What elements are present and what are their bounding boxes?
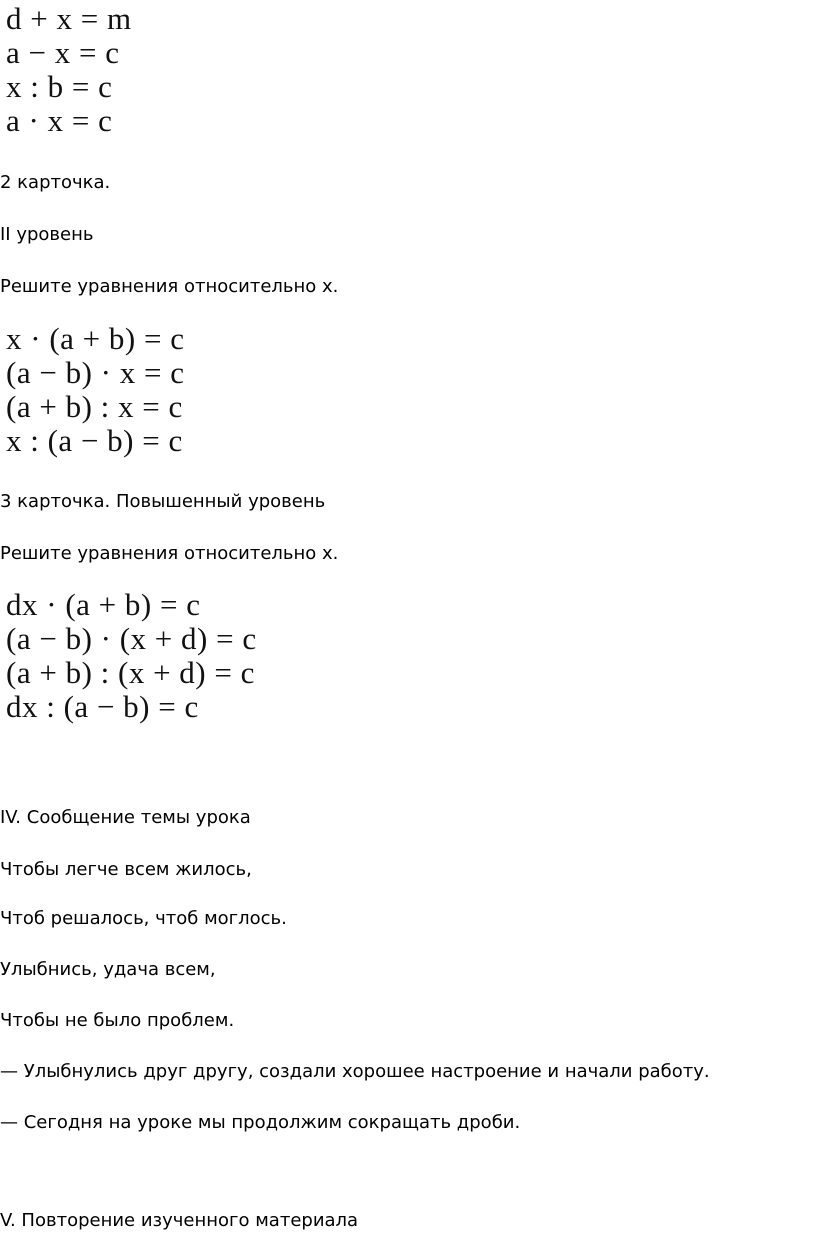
section-5-heading: V. Повторение изученного материала — [0, 1210, 359, 1231]
card-3-title: 3 карточка. Повышенный уровень — [0, 491, 326, 512]
equation-image-block-2 — [6, 322, 184, 458]
equation: dx · (a + b) = c — [6, 587, 201, 622]
equation: (a − b) · (x + d) = c — [6, 621, 257, 656]
poem-line: Улыбнись, удача всем, — [0, 959, 216, 980]
equation: (a − b) · x = c — [6, 355, 185, 390]
card-2-title: 2 карточка. — [0, 172, 111, 193]
equation: a · x = c — [6, 103, 113, 138]
card-2-level: II уровень — [0, 224, 94, 245]
equation: x : (a − b) = c — [6, 423, 183, 458]
dialogue-line: — Улыбнулись друг другу, создали хорошее настроение и начали работу. — [0, 1061, 710, 1082]
equation: (a + b) : x = c — [6, 389, 183, 424]
poem-line: Чтобы не было проблем. — [0, 1010, 235, 1031]
equation: dx : (a − b) = c — [6, 689, 199, 724]
equation-image-block-3 — [6, 588, 257, 724]
equation: d + x = m — [6, 1, 132, 36]
dialogue-line: — Сегодня на уроке мы продолжим сокращать дроби. — [0, 1112, 521, 1133]
card-3-instruction: Решите уравнения относительно x. — [0, 543, 339, 564]
equation-image-block-1 — [6, 2, 132, 138]
card-2-instruction: Решите уравнения относительно x. — [0, 276, 339, 297]
equation: a − x = c — [6, 35, 120, 70]
equation: x · (a + b) = c — [6, 321, 185, 356]
equation: (a + b) : (x + d) = c — [6, 655, 255, 690]
equation: x : b = c — [6, 69, 113, 104]
poem-line: Чтобы легче всем жилось, — [0, 859, 252, 880]
section-4-heading: IV. Сообщение темы урока — [0, 807, 251, 828]
poem-line: Чтоб решалось, чтоб моглось. — [0, 908, 287, 929]
